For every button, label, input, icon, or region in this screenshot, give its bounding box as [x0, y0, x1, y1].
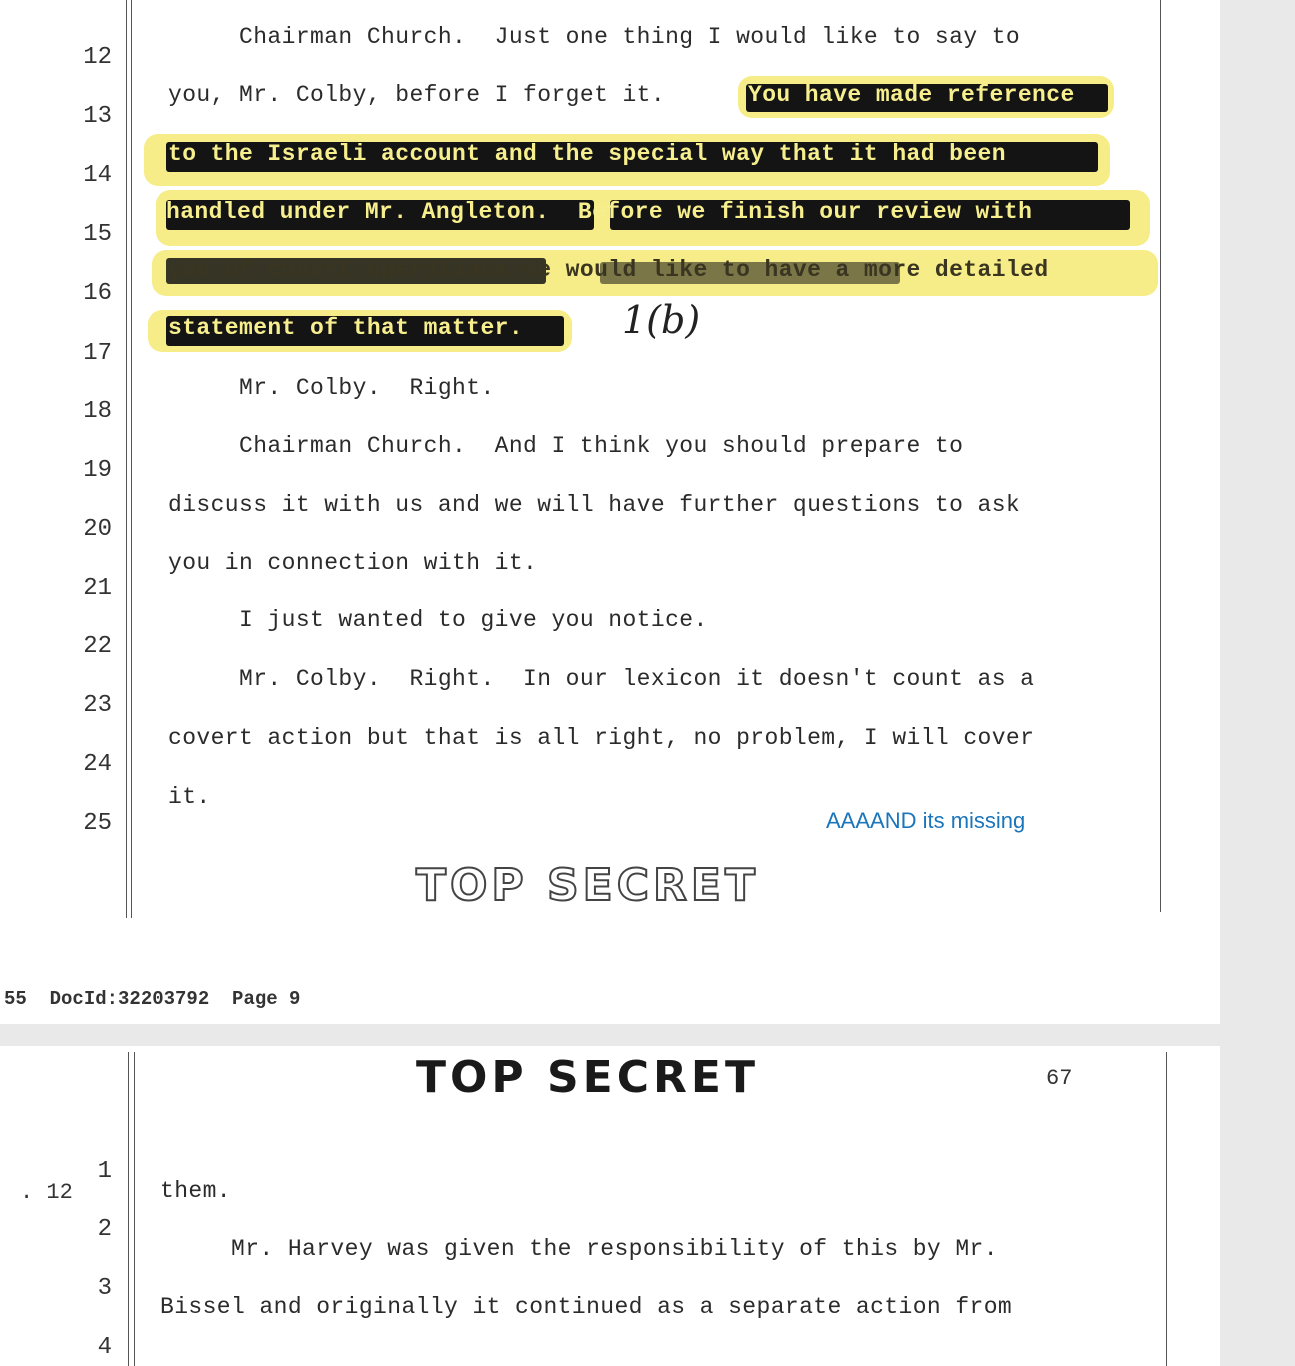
line-number: 4: [97, 1334, 112, 1361]
line-number: 16: [83, 280, 112, 307]
line-number: 25: [83, 810, 112, 837]
transcript-line: them.: [160, 1178, 232, 1204]
annotation-text: AAAAND its missing: [826, 808, 1026, 833]
line-number: 18: [83, 398, 112, 425]
line-number: 22: [83, 633, 112, 660]
left-margin-rule-inner: [134, 1052, 135, 1366]
top-secret-stamp: TOP SECRET: [416, 1052, 759, 1103]
document-footer: 55 DocId:32203792 Page 9: [4, 988, 301, 1010]
redacted-text: statement of that matter.: [168, 315, 524, 341]
line-number: 23: [83, 692, 112, 719]
redacted-text: You have made reference: [748, 82, 1075, 108]
redacted-text: you of covert operations we would like to have a more detailed: [168, 257, 1049, 283]
transcript-line: Chairman Church. Just one thing I would like to say to: [168, 24, 1021, 50]
line-number: 24: [83, 751, 112, 778]
line-number: 21: [83, 575, 112, 602]
line-number: 19: [83, 457, 112, 484]
line-number: 1: [97, 1158, 112, 1185]
page-number: 67: [1046, 1066, 1073, 1091]
left-margin-rule-inner: [131, 0, 132, 918]
transcript-line: you, Mr. Colby, before I forget it.: [168, 82, 666, 108]
redacted-text: handled under Mr. Angleton. Before we finish our review with: [166, 199, 1033, 225]
transcript-line: Bissel and originally it continued as a separate action from: [160, 1294, 1013, 1320]
line-number: 20: [83, 516, 112, 543]
side-page-number: . 12: [20, 1180, 73, 1205]
line-number: 13: [83, 103, 112, 130]
line-number: 2: [97, 1216, 112, 1243]
transcript-line: you in connection with it.: [168, 550, 538, 576]
right-margin-rule: [1160, 0, 1161, 912]
transcript-line: Mr. Colby. Right.: [168, 375, 495, 401]
transcript-line: it.: [168, 784, 211, 810]
line-number: 3: [97, 1275, 112, 1302]
line-number: 15: [83, 221, 112, 248]
line-number: 17: [83, 340, 112, 367]
transcript-line: Mr. Colby. Right. In our lexicon it doesn't count as a: [168, 666, 1035, 692]
transcript-line: discuss it with us and we will have further questions to ask: [168, 492, 1021, 518]
transcript-line: Chairman Church. And I think you should prepare to: [168, 433, 964, 459]
left-margin-rule: [126, 0, 127, 918]
line-number: 12: [83, 44, 112, 71]
top-secret-stamp: TOP SECRET: [416, 860, 759, 911]
transcript-line: covert action but that is all right, no problem, I will cover: [168, 725, 1035, 751]
handwritten-exemption-note: 1(b): [622, 298, 701, 342]
redacted-text: to the Israeli account and the special way that it had been: [168, 141, 1006, 167]
right-margin-rule: [1166, 1052, 1167, 1366]
left-margin-rule: [128, 1052, 129, 1366]
transcript-line: I just wanted to give you notice.: [168, 607, 708, 633]
line-number: 14: [83, 162, 112, 189]
transcript-line: Mr. Harvey was given the responsibility of this by Mr.: [160, 1236, 998, 1262]
